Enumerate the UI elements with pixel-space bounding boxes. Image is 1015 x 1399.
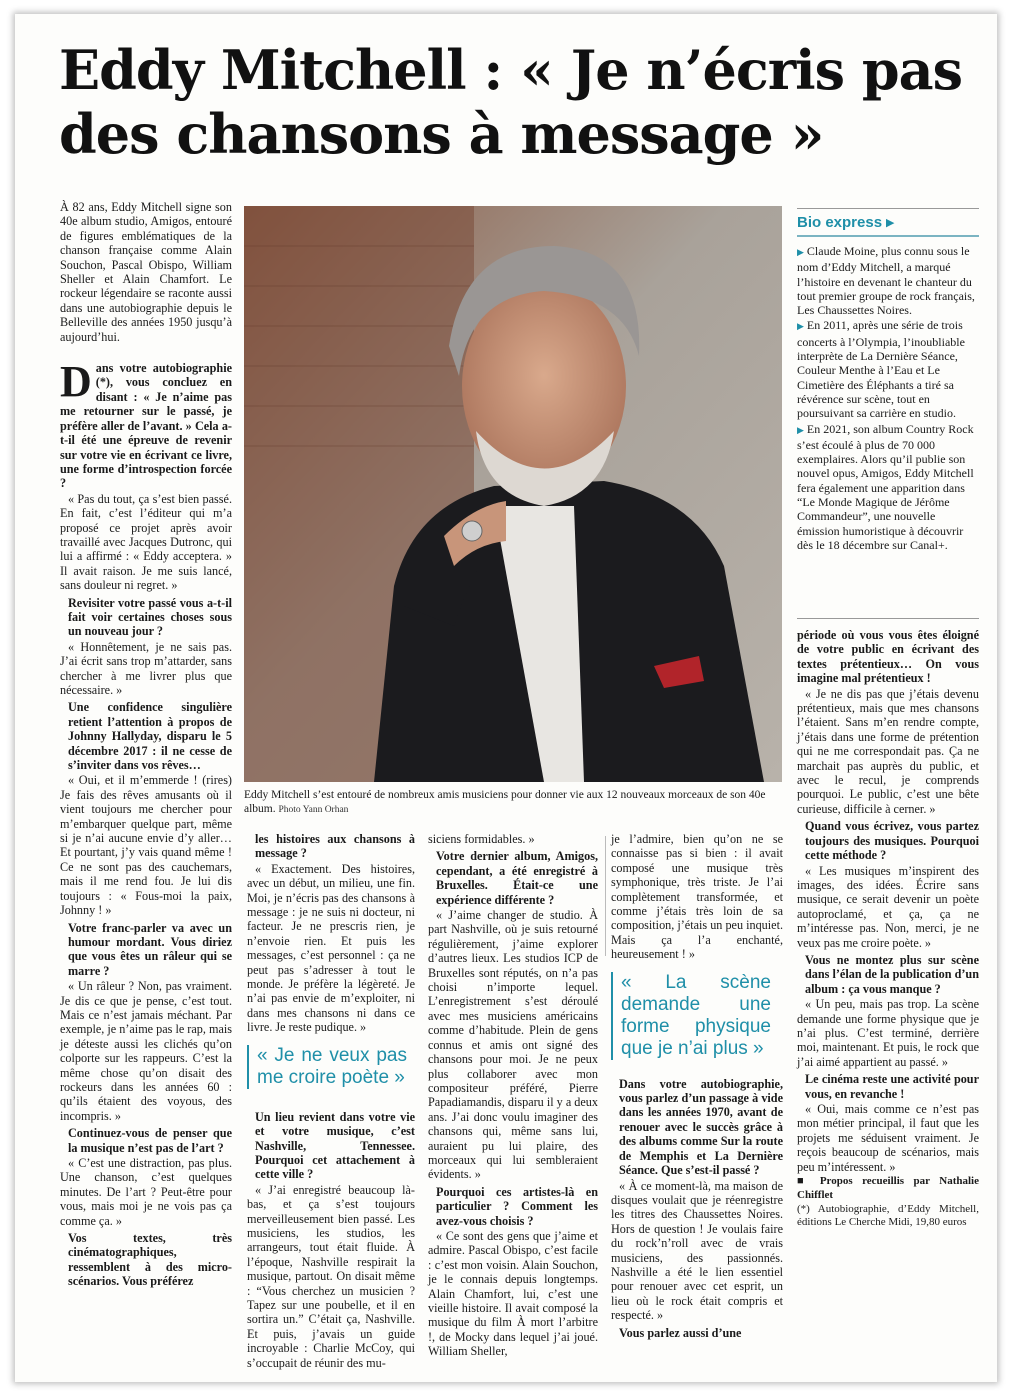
headline: Eddy Mitchell : « Je n’écris pas des chansons à message »: [59, 38, 963, 166]
photo-caption: [244, 788, 782, 817]
column-4: [611, 832, 783, 1341]
bio-divider: [797, 618, 979, 619]
answer: « À ce moment-là, ma maison de disques voulait que je réenregistre les titres des Chaussettes Noires. Hors de question ! Je voulais faire du rock’n’roll avec de vrais musiciens, des passionnés. Nashville a été le lien essentiel pour renouer avec cet esprit, un lieu où le rock était compris et respecté. »: [611, 1178, 783, 1323]
question: période où vous vous êtes éloigné de votre public en écrivant des textes prétentieux… On vous imagine mal prétentieux !: [797, 628, 979, 686]
answer: « Les musiques m’inspirent des images, des idées. Écrire sans musique, ce serait devenir un poète autoproclamé, et ça, ça ne m’intéresse pas. Non, merci, je ne veux pas me croire poète. »: [797, 863, 979, 950]
author-signature: ■ Propos recueillis par Nathalie Chifflet: [797, 1175, 979, 1202]
bio-express-title: Bio express ▸: [797, 208, 979, 237]
question: Pourquoi ces artistes-là en particulier ? Comment les avez-vous choisis ?: [436, 1184, 598, 1228]
answer: « Oui, et il m’emmerde ! (rires) Je fais des rêves amusants où il vient toujours me chercher pour m’embarquer quelque part, même si je n’ai aucune envie d’y aller… Et pourtant, j’y vais quand même ! Ce ne sont pas des cauchemars, mais il me rend fou. Je lui dis toujours : « Fous-moi la paix, Johnny ! »: [60, 773, 232, 918]
question: Une confidence singulière retient l’attention à propos de Johnny Hallyday, disparu le 5 décembre 2017 : il ne cesse de s’inviter dans vos rêves…: [68, 700, 232, 773]
answer: « C’est une distraction, pas plus. Une chanson, c’est quelques minutes. De l’art ? Peut-être pour vous, mais moi je ne vois pas ça comme ça. »: [60, 1156, 232, 1228]
pull-quote-2: « La scène demande une forme physique que je n’ai plus »: [611, 972, 771, 1060]
question: Quand vous écrivez, vous partez toujours des musiques. Pourquoi cette méthode ?: [805, 819, 979, 863]
lede: À 82 ans, Eddy Mitchell signe son 40e album studio, Amigos, entouré de figures emblématiques de la chanson française comme Alain Souchon, Pascal Obispo, William Sheller et Alain Chamfort. Le rockeur légendaire se raconte aussi dans une autobiographie depuis le Belleville des années 1950 jusqu’à aujourd’hui.: [60, 200, 232, 344]
question: Vous ne montez plus sur scène dans l’élan de la publication d’un album : ça vous manque ?: [805, 952, 979, 996]
answer: « Honnêtement, je ne sais pas. J’ai écrit sans trop m’attarder, sans chercher à me livrer plus que nécessaire. »: [60, 639, 232, 697]
answer: « J’aime changer de studio. À part Nashville, où je suis retourné régulièrement, j’aime explorer d’autres lieux. Les studios ICP de Bruxelles sont réputés, on n’a pas choisi n’importe lequel. L’enregistrement s’est déroulé avec mes musiciens américains comme d’habitude. Plein de gens connus et amis ont signé des chansons pour moi. Je ne peux plus collaborer avec mon compositeur préféré, Pierre Papadiamandis, disparu il y a deux ans. J’ai donc voulu imaginer des chansons qui, même sans lui, auraient pu lui plaire, des morceaux qui lui sembleraient évidents. »: [428, 908, 598, 1182]
question: Dans votre autobiographie (*), vous concluez en disant : « Je n’aime pas me retourner sur le passé, je préfère aller de l’avant. » Cela a-t-il été une épreuve de revenir sur votre vie en écrivant ce livre, une forme d’introspection forcée ?: [60, 357, 232, 491]
newspaper-page: [15, 14, 997, 1382]
drop-cap: D: [60, 357, 92, 407]
column-2: [247, 832, 415, 1370]
question: Votre dernier album, Amigos, cependant, a été enregistré à Bruxelles. Était-ce une expérience différente ?: [436, 849, 598, 907]
answer: « Ce sont des gens que j’aime et admire. Pascal Obispo, c’est facile : c’est mon voisin. Alain Souchon, je le connais depuis longtemps. Alain Chamfort, lui, c’est une vieille histoire. Il avait composé la musique du film À mort l’arbitre !, de Mocky dans lequel j’ai joué. William Sheller,: [428, 1228, 598, 1359]
answer: « Oui, mais comme ce n’est pas mon métier principal, il faut que les projets me séduisent vraiment. Je reçois beaucoup de scénarios, mais peu m’intéressent. »: [797, 1102, 979, 1174]
answer: « J’ai enregistré beaucoup là-bas, et ça s’est toujours merveilleusement bien passé. Les musiciens, les studios, les arrangeurs, tout était fluide. À l’époque, Nashville respirait la musique, partout. On disait même : “Vous cherchez un musicien ? Tapez sur une poubelle, et il en sortira un.” C’était ça, Nashville. Et puis, j’avais un guide incroyable : Charlie McCoy, qui s’occupait de réunir des mu-: [247, 1182, 415, 1370]
answer: « Pas du tout, ça s’est bien passé. En fait, c’est l’éditeur qui m’a proposé ce projet après avoir travaillé avec Jacques Dutronc, qui lui a affirmé : « Eddy acceptera. » Il avait raison. Je me suis lancé, sans douleur ni regret. »: [60, 491, 232, 593]
answer: « Un râleur ? Non, pas vraiment. Je dis ce que je pense, c’est tout. Mais ce n’est jamais méchant. Par exemple, je n’aime pas le rap, mais je déteste aussi les clichés qu’on colporte sur les rappeurs. C’est la même chose qu’on disait des rockeurs dans les années 60 : qu’ils étaient des voyous, des incompris. »: [60, 979, 232, 1123]
answer: « Exactement. Des histoires, avec un début, un milieu, une fin. Moi, je n’écris pas des chansons à message : je ne suis ni docteur, ni facteur. Je ne prescris rien, je n’envoie rien. Et puis les messages, c’est personnel : ça ne peut pas s’adresser à tout le monde. Je préfère la légèreté. Je n’ai pas envie de m’exploiter, ni dans mes chansons ni dans ce livre. Je reste pudique. »: [247, 861, 415, 1035]
question: Vos textes, très cinématographiques, ressemblent à des micro-scénarios. Vous préférez: [68, 1231, 232, 1289]
arrow-icon: ▶: [797, 322, 804, 333]
footnote: (*) Autobiographie, d’Eddy Mitchell, éditions Le Cherche Midi, 19,80 euros: [797, 1202, 979, 1228]
bio-item: ▶ En 2011, après une série de trois concerts à l’Olympia, l’inoubliable interprète de La Dernière Séance, Couleur Menthe à l’Eau et Le Cimetière des Éléphants a tiré sa révérence sur scène, tout en poursuivant sa carrière en studio.: [797, 318, 965, 421]
caption-text: Eddy Mitchell s’est entouré de nombreux amis musiciens pour donner vie aux 12 nouveaux morceaux de son 40e album.: [244, 789, 766, 815]
column-3: [428, 832, 598, 1359]
pull-quote-1: « Je ne veux pas me croire poète »: [247, 1045, 407, 1089]
portrait-photo: [244, 206, 782, 782]
question: Le cinéma reste une activité pour vous, en revanche !: [805, 1072, 979, 1101]
column-5: [797, 628, 979, 1229]
answer: je l’admire, bien qu’on ne se connaisse pas si bien : il avait composé une musique très symphonique, très triste. Je l’ai complètement transformée, et comme j’étais très loin de sa composition, j’étais un peu inquiet. Mais ça l’a enchanté, heureusement ! »: [611, 832, 783, 962]
question: Continuez-vous de penser que la musique n’est pas de l’art ?: [68, 1126, 232, 1155]
question: Un lieu revient dans votre vie et votre musique, c’est Nashville, Tennessee. Pourquoi cet attachement à cette ville ?: [255, 1109, 415, 1182]
portrait-illustration: [244, 206, 782, 782]
answer: siciens formidables. »: [428, 832, 535, 846]
question: Votre franc-parler va avec un humour mordant. Vous diriez que vous êtes un râleur qui se marre ?: [68, 920, 232, 978]
column-1: [60, 200, 232, 1290]
column-divider: [605, 836, 606, 956]
bio-item: ▶ Claude Moine, plus connu sous le nom d’Eddy Mitchell, a marqué l’histoire en devenant le chanteur du tout premier groupe de rock français, Les Chaussettes Noires.: [797, 244, 975, 318]
question: Revisiter votre passé vous a-t-il fait voir certaines choses sous un nouveau jour ?: [68, 595, 232, 639]
arrow-icon: ▶: [797, 425, 804, 436]
answer: « Un peu, mais pas trop. La scène demande une forme physique que je n’ai plus. C’est terminé, derrière moi, maintenant. Et puis, le rock que j’ai aimé appartient au passé. »: [797, 997, 979, 1069]
bio-item: ▶ En 2021, son album Country Rock s’est écoulé à plus de 70 000 exemplaires. Alors qu’il publie son nouvel opus, Amigos, Eddy Mitchell fera également une apparition dans “Le Monde Magique de Jérôme Commandeur”, une nouvelle émission humoristique à découvrir dès le 18 décembre sur Canal+.: [797, 421, 974, 552]
question: Dans votre autobiographie, vous parlez d’un passage à vide dans les années 1970, avant de renouer avec le succès grâce à des albums comme Sur la route de Memphis et La Dernière Séance. Que s’est-il passé ?: [619, 1076, 783, 1178]
answer: « Je ne dis pas que j’étais devenu prétentieux, mais que mes chansons l’étaient. Sans m’en rendre compte, j’étais dans une forme de prétention qui ne me correspondait pas. Ça ne marchait pas auprès du public, et avec le recul, je comprends pourquoi. Le public, c’est une bête curieuse, difficile à cerner. »: [797, 686, 979, 816]
bio-express-box: [797, 244, 979, 553]
photo-credit: Photo Yann Orhan: [278, 805, 349, 815]
question: Vous parlez aussi d’une: [619, 1325, 742, 1340]
arrow-icon: ▶: [797, 248, 804, 258]
question: les histoires aux chansons à message ?: [255, 832, 415, 861]
